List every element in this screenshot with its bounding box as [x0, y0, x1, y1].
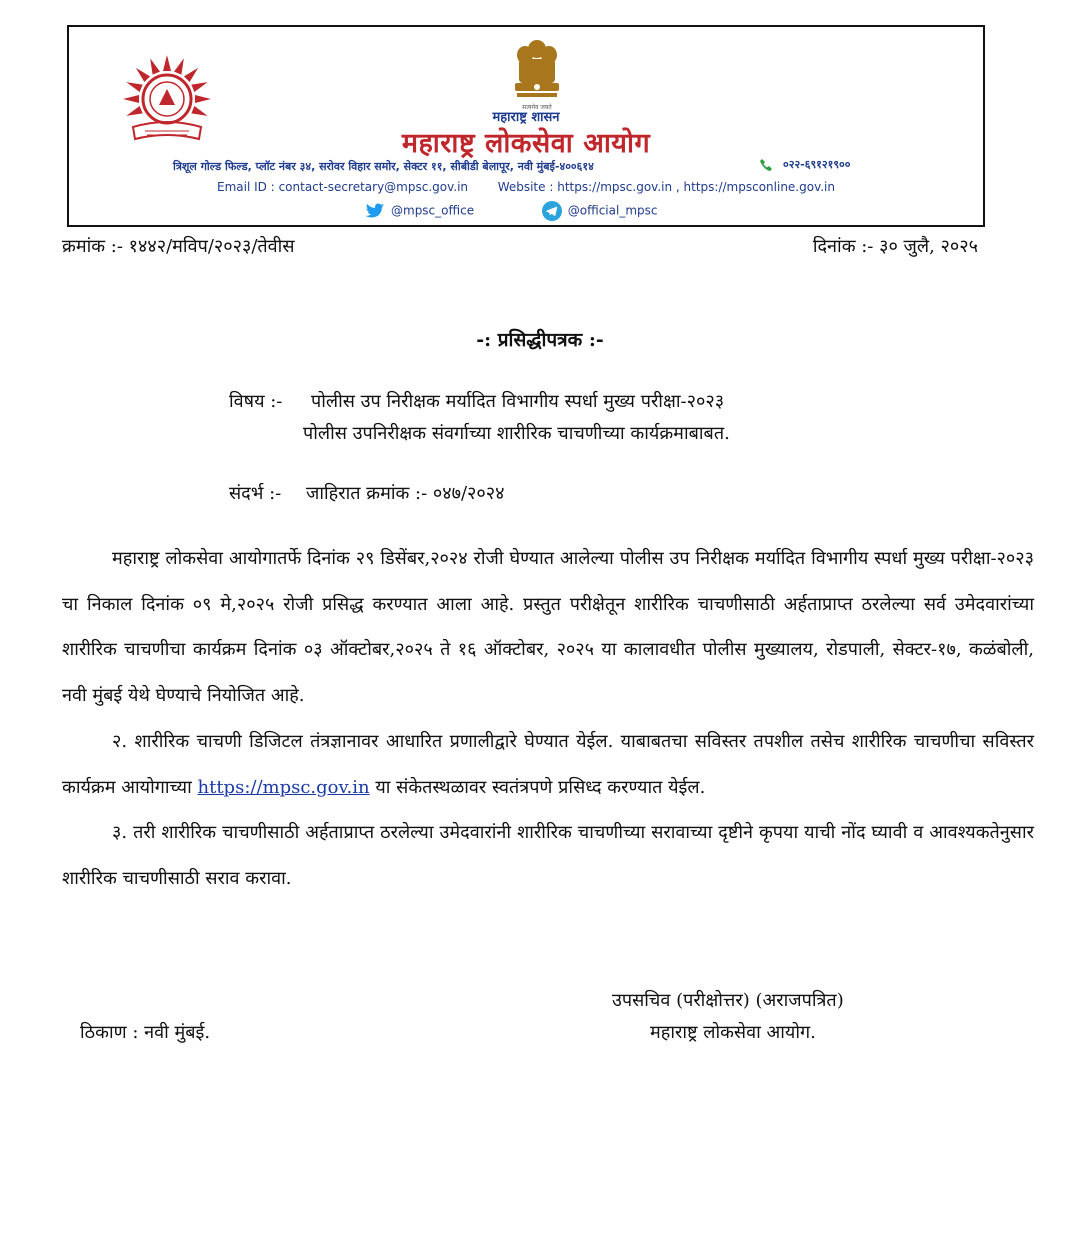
telegram-icon — [542, 201, 562, 221]
paragraph-2-text: २. शारीरिक चाचणी डिजिटल तंत्रज्ञानावर आधारित प्रणालीद्वारे घेण्यात येईल. याबाबतचा सविस्तर तपशील तसेच शारीरिक चाचणीचा सविस्तर कार्यक्रम आयोगाच्या — [62, 730, 1034, 798]
subject-label: विषय :- — [229, 391, 283, 412]
email-link[interactable]: contact-secretary@mpsc.gov.in — [278, 180, 469, 194]
phone-number: ०२२-६९१२१९०० — [783, 158, 851, 171]
paragraph-1: महाराष्ट्र लोकसेवा आयोगातर्फे दिनांक २९ डिसेंबर,२०२४ रोजी घेण्यात आलेल्या पोलीस उप निरीक्षक मर्यादित विभागीय स्पर्धा मुख्य परीक्षा-२०२३ चा निकाल दिनांक ०९ मे,२०२५ रोजी प्रसिद्ध करण्यात आला आहे. प्रस्तुत परीक्षेतून शारीरिक चाचणीसाठी अर्हताप्राप्त ठरलेल्या सर्व उमेदवारांच्या शारीरिक चाचणीचा कार्यक्रम दिनांक ०३ ऑक्टोबर,२०२५ ते १६ ऑक्टोबर, २०२५ या कालावधीत पोलीस मुख्यालय, रोडपाली, सेक्टर-१७, कळंबोली, नवी मुंबई येथे घेण्याचे नियोजित आहे. — [62, 548, 1034, 707]
subject-line-1: पोलीस उप निरीक्षक मर्यादित विभागीय स्पर्धा मुख्य परीक्षा-२०२३ — [311, 391, 725, 412]
signatory-organization: महाराष्ट्र लोकसेवा आयोग. — [650, 1022, 816, 1043]
paragraph-2-text-end: या संकेतस्थळावर स्वतंत्रपणे प्रसिध्द करण्यात येईल. — [375, 776, 706, 798]
body-text — [62, 536, 1034, 902]
twitter-handle[interactable]: @mpsc_office — [391, 203, 475, 218]
ashoka-lion-capital-icon — [507, 37, 567, 117]
subject-line-2: पोलीस उपनिरीक्षक संवर्गाच्या शारीरिक चाचणीच्या कार्यक्रमाबाबत. — [303, 423, 730, 444]
office-address: त्रिशूल गोल्ड फिल्ड, प्लॉट नंबर ३४, सरोवर विहार समोर, सेक्टर ११, सीबीडी बेलापूर, नवी मुंबई-४००६१४ — [173, 160, 594, 173]
website-label: Website : — [497, 180, 554, 194]
email-label: Email ID : — [216, 180, 275, 194]
document-title: -: प्रसिद्धीपत्रक :- — [476, 329, 604, 351]
social-handles — [365, 201, 657, 221]
svg-text:सत्यमेव जयते: सत्यमेव जयते — [522, 104, 552, 111]
paragraph-3: ३. तरी शारीरिक चाचणीसाठी अर्हताप्राप्त ठरलेल्या उमेदवारांनी शारीरिक चाचणीच्या सरावाच्या दृष्टीने कृपया याची नोंद घ्यावी व आवश्यकतेनुसार शारीरिक चाचणीसाठी सराव करावा. — [62, 822, 1034, 889]
contact-line — [69, 180, 983, 194]
telegram-handle[interactable]: @official_mpsc — [567, 203, 658, 218]
document-date: दिनांक :- ३० जुलै, २०२५ — [812, 236, 978, 257]
phone-icon — [759, 158, 773, 172]
signatory-designation: उपसचिव (परीक्षोत्तर) (अराजपत्रित) — [612, 990, 844, 1011]
twitter-icon — [365, 203, 385, 219]
reference-number: क्रमांक :- १४४२/मविप/२०२३/तेवीस — [62, 236, 295, 257]
reference-label: संदर्भ :- — [229, 483, 282, 504]
mpsc-website-link[interactable]: https://mpsc.gov.in — [197, 776, 370, 798]
reference-value: जाहिरात क्रमांक :- ०४७/२०२४ — [306, 483, 505, 504]
govt-label: महाराष्ट्र शासन — [492, 110, 560, 125]
place-line: ठिकाण : नवी मुंबई. — [80, 1022, 211, 1043]
letterhead — [67, 25, 985, 227]
paragraph-2 — [62, 719, 1034, 810]
website-links[interactable]: https://mpsc.gov.in , https://mpsconline.gov.in — [557, 180, 835, 194]
phone-contact — [759, 157, 851, 172]
org-name: महाराष्ट्र लोकसेवा आयोग — [401, 128, 651, 159]
